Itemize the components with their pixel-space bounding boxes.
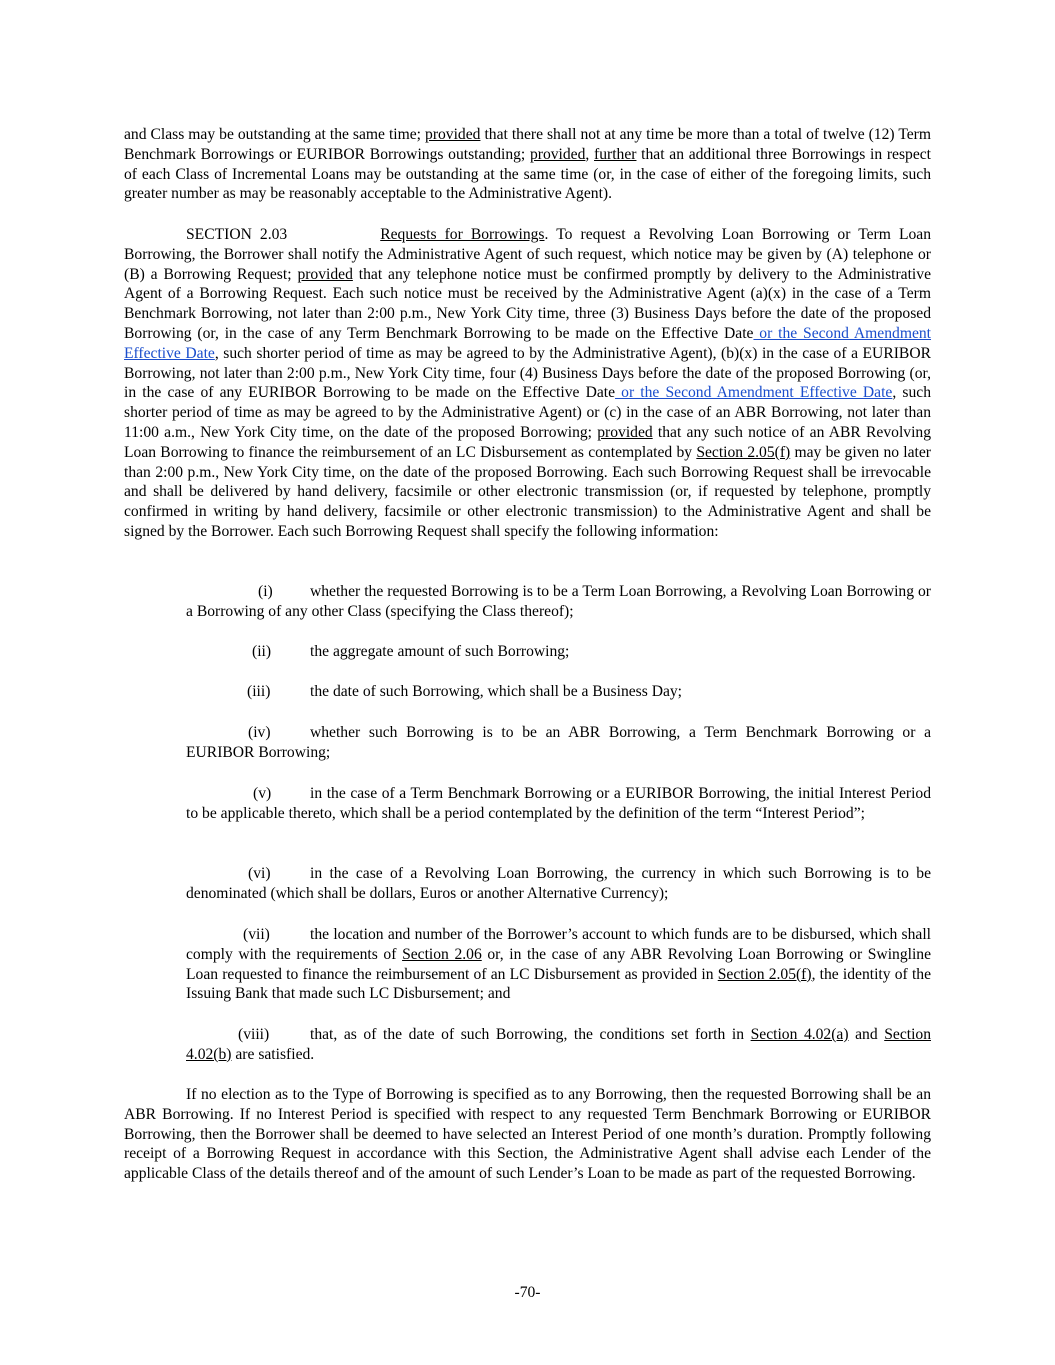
list-item: [186, 582, 931, 622]
section-reference: Section 2.06: [402, 945, 482, 963]
section-reference: Section 4.02(a): [750, 1026, 849, 1043]
list-item-number: (vi): [248, 865, 271, 882]
list-item-number: (iii): [247, 683, 271, 700]
second-amendment-link[interactable]: or the Second Amendment Effective Date: [124, 324, 932, 362]
list-item-number: (iv): [248, 724, 271, 741]
section-number: SECTION 2.03: [186, 226, 288, 243]
provided-term: provided: [425, 126, 481, 143]
list-item-text: the location and number of the Borrower’s account to which funds are to be disbursed, which shall comply with the requirements of: [186, 926, 931, 963]
list-item: [186, 723, 931, 763]
list-item-text: the aggregate amount of such Borrowing;: [310, 643, 570, 660]
list-item: [186, 642, 931, 662]
list-item-text: whether such Borrowing is to be an ABR Borrowing, a Term Benchmark Borrowing or a EURIBOR Borrowing;: [186, 724, 931, 761]
closing-paragraph: If no election as to the Type of Borrowing is specified as to any Borrowing, then the requested Borrowing shall be an ABR Borrowing. If no Interest Period is specified with respect to any requested Term Benchmark Borrowing or EURIBOR Borrowing, then the Borrower shall be deemed to have selected an Interest Period of one month’s duration. Promptly following receipt of a Borrowing Request in accordance with this Section, the Administrative Agent shall advise each Lender of the applicable Class of the details thereof and of the amount of such Lender’s Loan to be made as part of the requested Borrowing.: [124, 1086, 931, 1183]
list-item-text: or, in the case of any ABR Revolving Loan Borrowing or Swingline Loan requested to finance the reimbursement of an LC Disbursement as provided in: [186, 945, 932, 983]
provided-term: provided: [529, 145, 586, 163]
section-reference: Section 2.05(f): [696, 443, 791, 461]
list-item: [186, 925, 931, 1004]
text-run: that any telephone notice must be confirmed promptly by delivery to the Administrative Agent of a Borrowing Request. Each such notice must be received by the Administrative Agent (a)(x) in the case of a Term Benchmark Borrowing, not later than 2:00 p.m., New York City time, three (3) Business Days before the date of the proposed Borrowing (or, in the case of any Term Benchmark Borrowing to be made on the Effective Date: [124, 265, 931, 342]
list-item: [186, 682, 931, 702]
list-item-number: (ii): [252, 643, 272, 660]
list-item: [186, 1025, 931, 1065]
section-reference: Section 4.02(b): [186, 1026, 931, 1063]
list-item-number: (v): [253, 785, 272, 802]
text-run: , such shorter period of time as may be agreed to by the Administrative Agent), (b)(x) in the case of a EURIBOR Borrowing, not later than 2:00 p.m., New York City time, four (4) Business Days before the date of the proposed Borrowing (or, in the case of any EURIBOR Borrowing to be made on the Effective Date: [124, 344, 931, 402]
section-2-03-paragraph: [124, 225, 931, 542]
text-run: that any such notice of an ABR Revolving Loan Borrowing to finance the reimbursement of an LC Disbursement as contemplated by: [124, 423, 932, 461]
list-item-text: in the case of a Term Benchmark Borrowing or a EURIBOR Borrowing, the initial Interest Period to be applicable thereto, which shall be a period contemplated by the definition of the term “Interest Period”;: [186, 785, 931, 822]
text-run: . To request a Revolving Loan Borrowing or Term Loan Borrowing, the Borrower shall notify the Administrative Agent of such request, which notice may be given by (A) telephone or (B) a Borrowing Request;: [124, 226, 931, 283]
section-reference: Section 2.05(f): [717, 965, 812, 983]
list-item-text: that, as of the date of such Borrowing, the conditions set forth in: [310, 1026, 751, 1043]
list-item-number: (viii): [238, 1026, 270, 1043]
page-number: -70-: [514, 1284, 541, 1301]
text-run: and Class may be outstanding at the same time;: [124, 126, 426, 143]
provided-term: provided: [297, 265, 353, 283]
provided-term: provided: [597, 423, 653, 441]
list-item-text: whether the requested Borrowing is to be a Term Loan Borrowing, a Revolving Loan Borrowing or a Borrowing of any other Class (specifying the Class thereof);: [186, 583, 931, 620]
list-item: [186, 784, 931, 824]
list-item-number: (i): [258, 583, 273, 600]
text-run: that an additional three Borrowings in respect of each Class of Incremental Loans may be outstanding at the same time (or, in the case of either of the foregoing limits, such greater number as may be reasonably acceptable to the Administrative Agent).: [124, 145, 932, 203]
text-run: that there shall not at any time be more than a total of twelve (12) Term Benchmark Borrowings or EURIBOR Borrowings outstanding;: [124, 126, 931, 163]
further-term: further: [594, 145, 637, 163]
list-item-text: , the identity of the Issuing Bank that made such LC Disbursement; and: [186, 965, 931, 1003]
text-run: , such shorter period of time as may be agreed to by the Administrative Agent) or (c) in the case of an ABR Borrowing, not later than 11:00 a.m., New York City time, on the date of the proposed Borrowing;: [124, 384, 931, 441]
continuation-paragraph: [124, 125, 931, 204]
list-item-text: in the case of a Revolving Loan Borrowing, the currency in which such Borrowing is to be denominated (which shall be dollars, Euros or another Alternative Currency);: [186, 865, 931, 902]
section-heading: Requests for Borrowings: [380, 226, 545, 243]
list-item: [186, 864, 931, 904]
list-item-text: the date of such Borrowing, which shall be a Business Day;: [310, 683, 683, 700]
list-item-text: and: [848, 1026, 885, 1043]
text-run: ,: [585, 145, 595, 163]
list-item-text: are satisfied.: [231, 1045, 315, 1063]
list-item-number: (vii): [243, 926, 270, 943]
text-run: may be given no later than 2:00 p.m., New York City time, on the date of the proposed Borrowing. Each such Borrowing Request shall be irrevocable and shall be delivered by hand delivery, facsimile or other electronic transmission (or, if requested by telephone, promptly confirmed in writing by hand delivery, facsimile or other electronic transmission) to the Administrative Agent and shall be signed by the Borrower. Each such Borrowing Request shall specify the following information:: [124, 443, 932, 540]
second-amendment-link[interactable]: or the Second Amendment Effective Date: [615, 384, 893, 402]
